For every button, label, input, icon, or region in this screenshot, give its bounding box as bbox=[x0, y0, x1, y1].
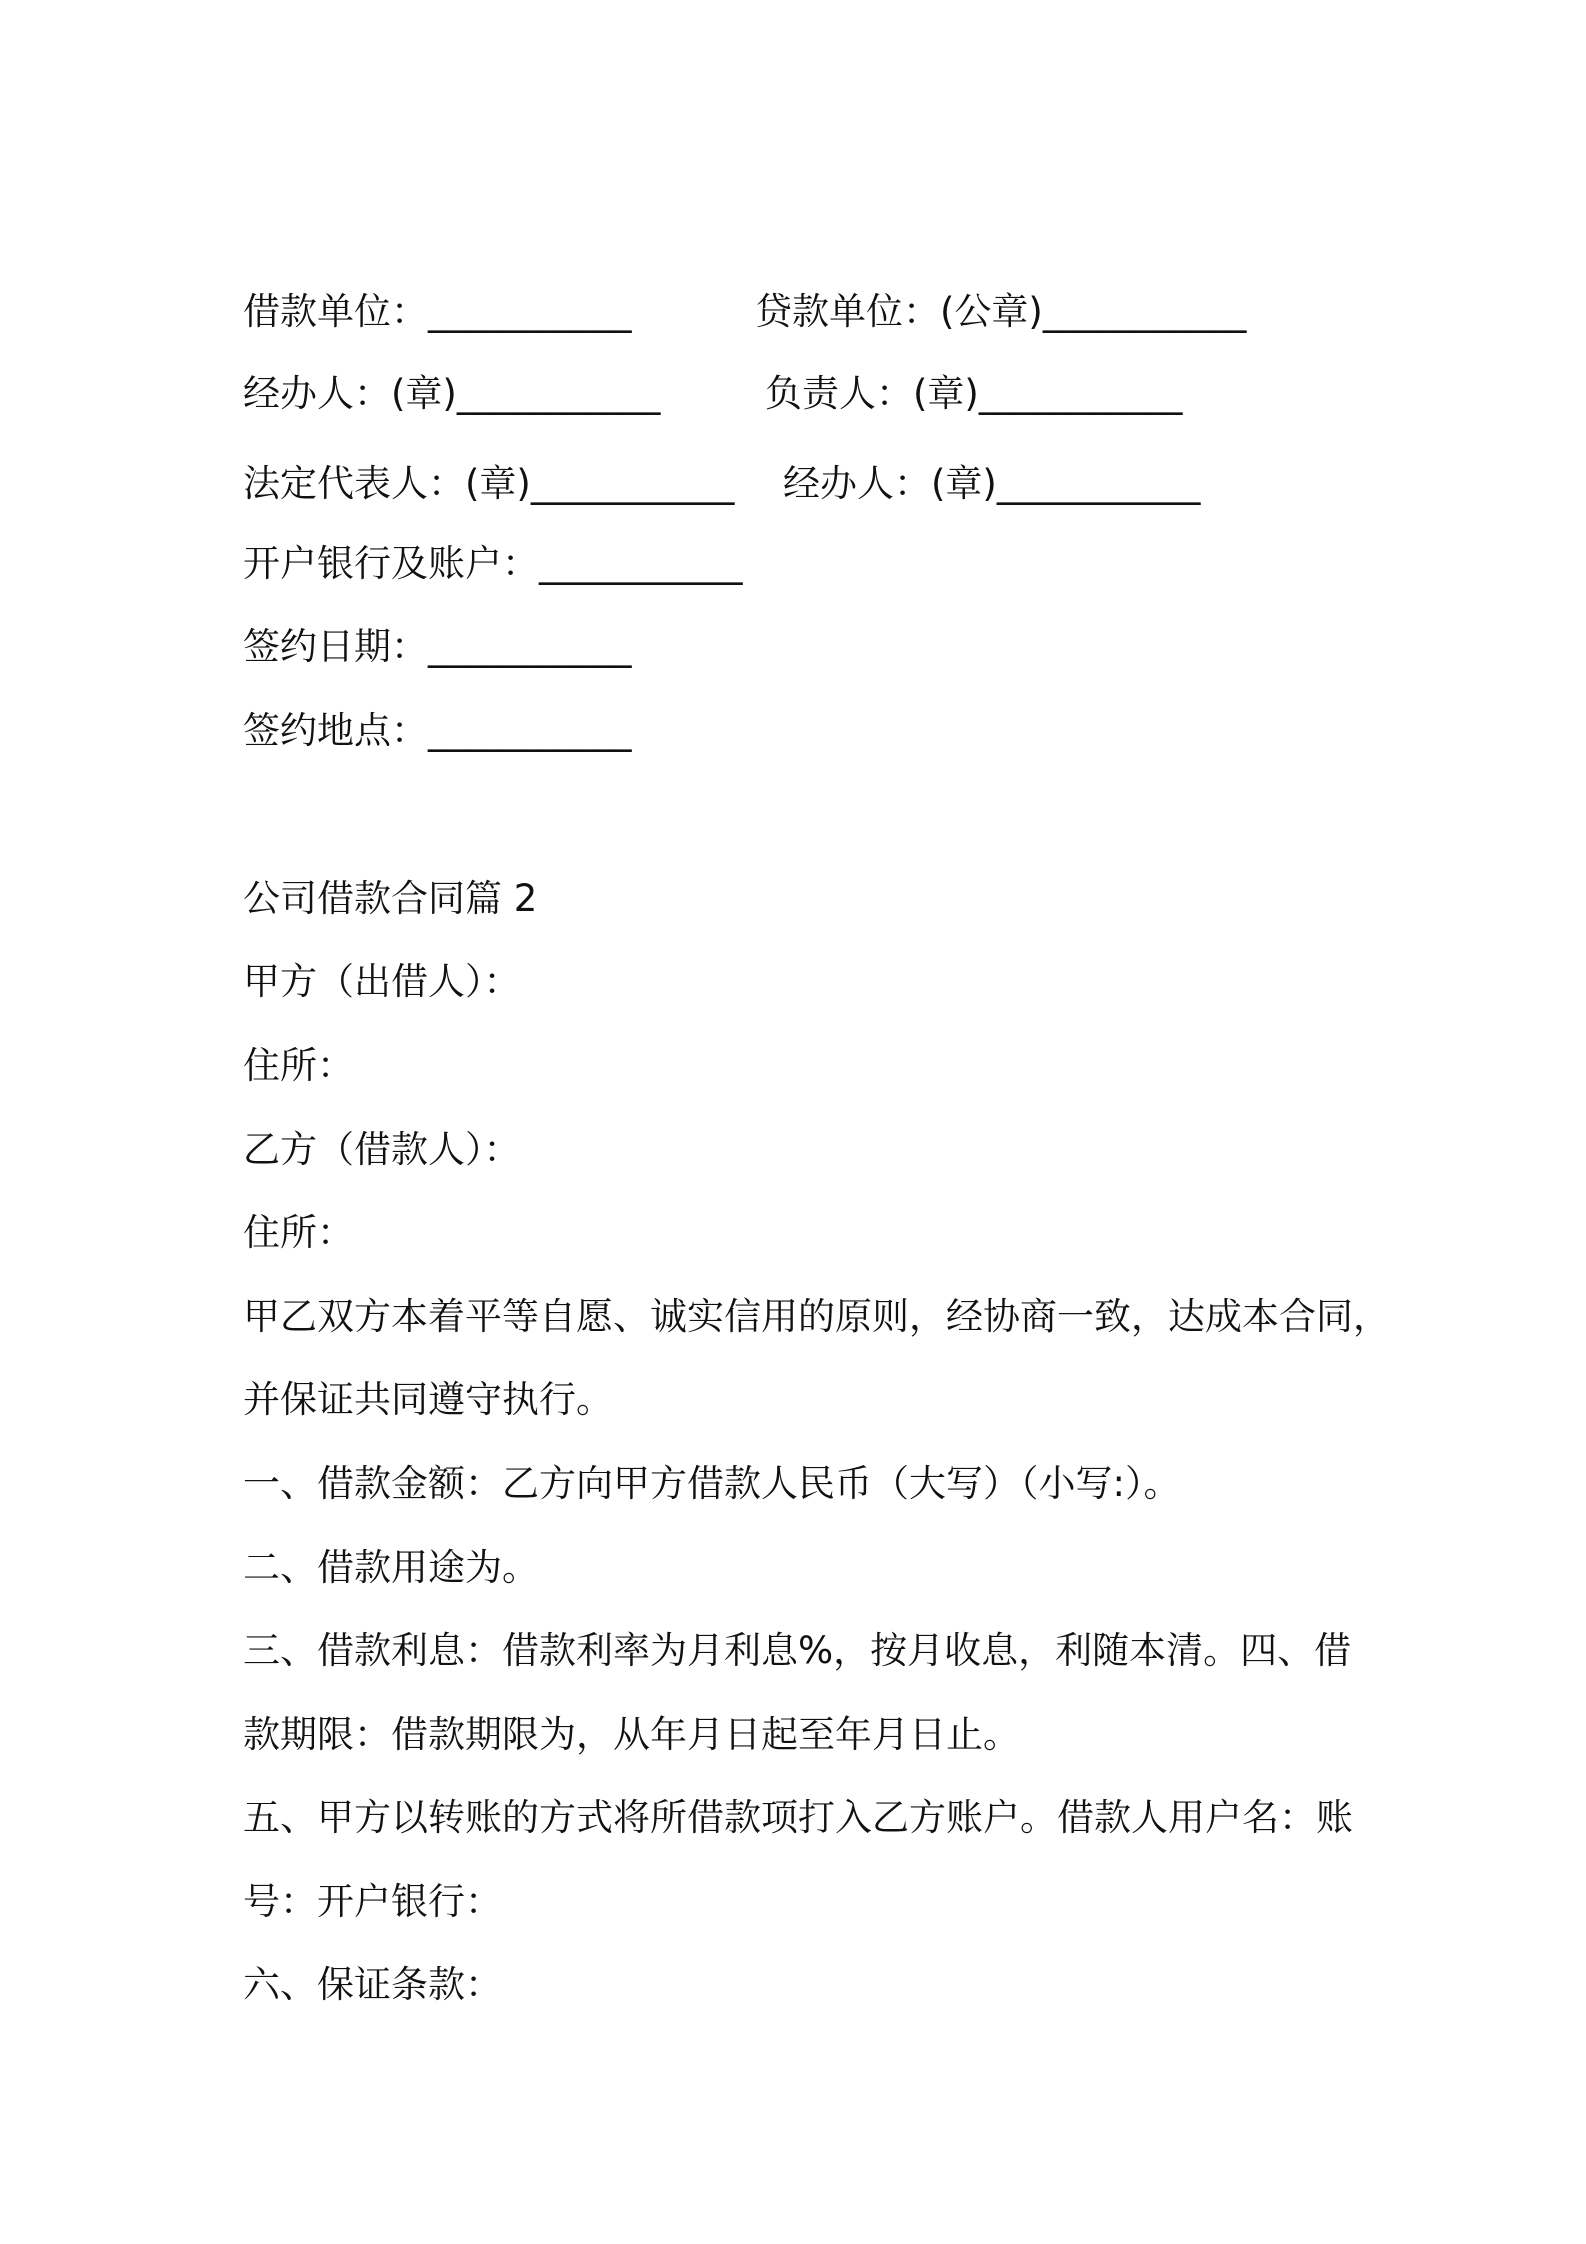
handler-right-field: 经办人：(章)___________ bbox=[783, 462, 1201, 505]
lender-unit-field: 贷款单位：(公章)___________ bbox=[755, 290, 1247, 333]
signature-row-1 bbox=[243, 290, 1247, 334]
clause-3-line-2: 款期限：借款期限为，从年月日起至年月日止。 bbox=[243, 1713, 1020, 1756]
handler-left-field: 经办人：(章)___________ bbox=[243, 372, 661, 415]
clause-1-loan-amount: 一、借款金额：乙方向甲方借款人民币（大写）（小写:）。 bbox=[243, 1462, 1181, 1505]
preamble-paragraph-line-2: 并保证共同遵守执行。 bbox=[243, 1378, 613, 1421]
signing-place-field: 签约地点：___________ bbox=[243, 709, 632, 752]
responsible-person-field: 负责人：(章)___________ bbox=[765, 372, 1183, 415]
signature-row-3 bbox=[243, 462, 1201, 506]
preamble-paragraph-line-1: 甲乙双方本着平等自愿、诚实信用的原则，经协商一致，达成本合同， bbox=[243, 1295, 1390, 1338]
legal-representative-field: 法定代表人：(章)___________ bbox=[243, 462, 735, 505]
address-a-line: 住所： bbox=[243, 1044, 354, 1087]
address-b-line: 住所： bbox=[243, 1211, 354, 1254]
clause-3-line-1: 三、借款利息：借款利率为月利息%，按月收息，利随本清。四、借 bbox=[243, 1629, 1352, 1672]
clause-6-guarantee: 六、保证条款： bbox=[243, 1963, 502, 2006]
clause-5-line-2: 号：开户银行： bbox=[243, 1880, 502, 1923]
signing-date-field: 签约日期：___________ bbox=[243, 625, 632, 668]
party-b-line: 乙方（借款人）： bbox=[243, 1128, 521, 1171]
contract-title: 公司借款合同篇 2 bbox=[243, 877, 538, 920]
signature-row-2 bbox=[243, 372, 1183, 416]
clause-2-loan-purpose: 二、借款用途为。 bbox=[243, 1546, 539, 1589]
bank-account-field: 开户银行及账户：___________ bbox=[243, 542, 743, 585]
borrower-unit-field: 借款单位：___________ bbox=[243, 290, 632, 333]
clause-5-line-1: 五、甲方以转账的方式将所借款项打入乙方账户。借款人用户名：账 bbox=[243, 1796, 1353, 1839]
party-a-line: 甲方（出借人）： bbox=[243, 960, 521, 1003]
